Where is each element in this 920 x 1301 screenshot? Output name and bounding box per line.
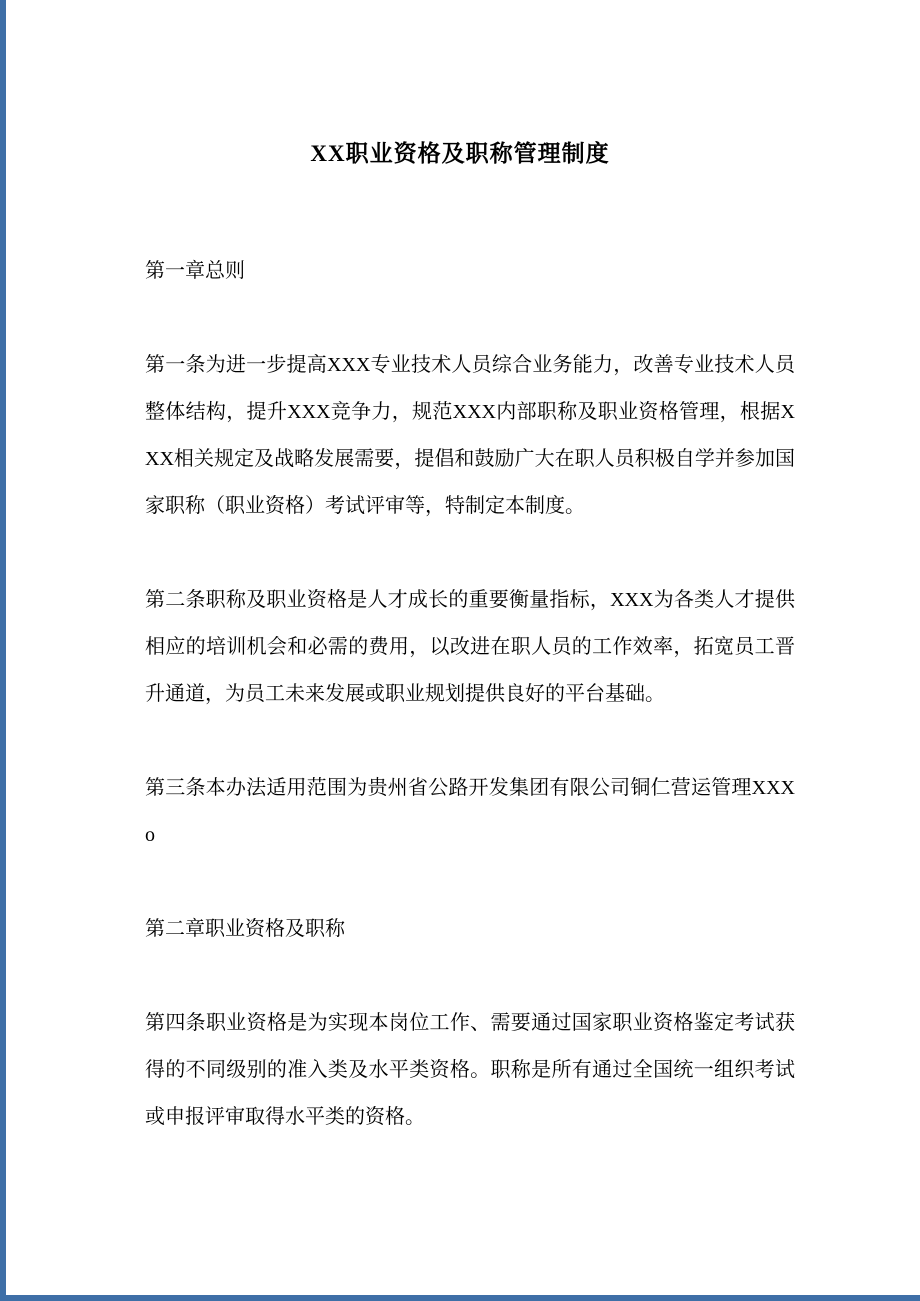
page-left-edge-rule (0, 0, 6, 1301)
chapter-heading-1: 第一章总则 (145, 259, 245, 282)
paragraph-article-2: 第二条职称及职业资格是人才成长的重要衡量指标，XXX为各类人才提供相应的培训机会和必需的费用，以改进在职人员的工作效率，拓宽员工晋升通道，为员工未来发展或职业规划提供良好的平台基础。 (145, 588, 795, 705)
page-bottom-edge-rule (0, 1295, 920, 1301)
paragraph-article-1: 第一条为进一步提高XXX专业技术人员综合业务能力，改善专业技术人员整体结构，提升XXX竞争力，规范XXX内部职称及职业资格管理，根据XXX相关规定及战略发展需要，提倡和鼓励广大在职人员积极自学并参加国家职称（职业资格）考试评审等，特制定本制度。 (145, 353, 795, 517)
paragraph-article-4: 第四条职业资格是为实现本岗位工作、需要通过国家职业资格鉴定考试获得的不同级别的准入类及水平类资格。职称是所有通过全国统一组织考试或申报评审取得水平类的资格。 (145, 1011, 795, 1128)
chapter-heading-2: 第二章职业资格及职称 (145, 917, 345, 940)
paragraph-article-3: 第三条本办法适用范围为贵州省公路开发集团有限公司铜仁营运管理XXXo (145, 776, 795, 846)
document-body (0, 248, 795, 1141)
document-title: XX职业资格及职称管理制度 (310, 141, 610, 166)
